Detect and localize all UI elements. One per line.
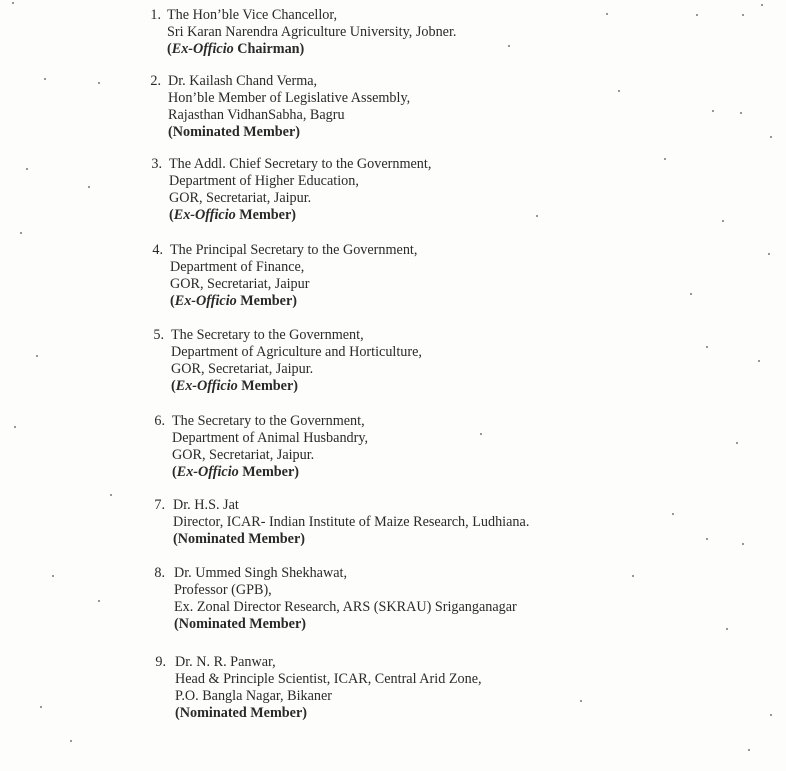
member-line: GOR, Secretariat, Jaipur. — [172, 447, 315, 464]
member-number: 8. — [154, 565, 165, 581]
member-number: 6. — [154, 413, 165, 429]
member-line: GOR, Secretariat, Jaipur. — [169, 190, 312, 207]
member-role: (Nominated Member) — [173, 531, 305, 548]
member-details — [170, 242, 417, 310]
member-role: (Nominated Member) — [174, 616, 306, 633]
member-details — [174, 565, 517, 633]
member-line: The Hon’ble Vice Chancellor, — [167, 7, 338, 23]
member-number: 3. — [151, 156, 162, 172]
member-number: 2. — [150, 73, 161, 89]
member-details — [168, 73, 410, 141]
member-line: Department of Agriculture and Horticulture, — [171, 344, 422, 361]
member-line: The Secretary to the Government, — [172, 413, 365, 429]
member-line: Professor (GPB), — [174, 582, 272, 599]
member-details — [171, 327, 422, 395]
member-line: Ex. Zonal Director Research, ARS (SKRAU) Sriganganagar — [174, 599, 517, 616]
member-role: (Ex-Officio Member) — [170, 293, 297, 310]
member-details — [172, 413, 368, 481]
member-number: 9. — [155, 654, 166, 670]
member-role: (Nominated Member) — [175, 705, 307, 722]
member-line: Dr. Kailash Chand Verma, — [168, 73, 318, 89]
member-line: Hon’ble Member of Legislative Assembly, — [168, 90, 411, 107]
member-line: Head & Principle Scientist, ICAR, Central Arid Zone, — [175, 671, 482, 688]
member-role: (Nominated Member) — [168, 124, 300, 141]
member-details — [169, 156, 431, 224]
member-line: Department of Higher Education, — [169, 173, 359, 190]
member-line: The Addl. Chief Secretary to the Government, — [169, 156, 432, 172]
member-role: (Ex-Officio Member) — [169, 207, 296, 224]
member-line: GOR, Secretariat, Jaipur. — [171, 361, 314, 378]
member-role: (Ex-Officio Member) — [171, 378, 298, 395]
member-number: 4. — [152, 242, 163, 258]
member-line: The Principal Secretary to the Government, — [170, 242, 418, 258]
member-line: Department of Finance, — [170, 259, 305, 276]
member-line: Department of Animal Husbandry, — [172, 430, 369, 447]
member-line: GOR, Secretariat, Jaipur — [170, 276, 310, 293]
member-line: Rajasthan VidhanSabha, Bagru — [168, 107, 345, 124]
member-line: P.O. Bangla Nagar, Bikaner — [175, 688, 333, 705]
member-line: Dr. H.S. Jat — [173, 497, 239, 513]
member-details — [173, 497, 529, 548]
member-line: Director, ICAR- Indian Institute of Maize Research, Ludhiana. — [173, 514, 530, 531]
member-line: Dr. Ummed Singh Shekhawat, — [174, 565, 347, 581]
member-role: (Ex-Officio Chairman) — [167, 41, 305, 58]
member-details — [167, 7, 456, 58]
member-number: 1. — [150, 7, 161, 23]
member-number: 7. — [154, 497, 165, 513]
member-number: 5. — [153, 327, 164, 343]
member-role: (Ex-Officio Member) — [172, 464, 299, 481]
member-line: Dr. N. R. Panwar, — [175, 654, 276, 670]
member-line: The Secretary to the Government, — [171, 327, 364, 343]
member-line: Sri Karan Narendra Agriculture University, Jobner. — [167, 24, 457, 41]
member-details — [175, 654, 482, 722]
